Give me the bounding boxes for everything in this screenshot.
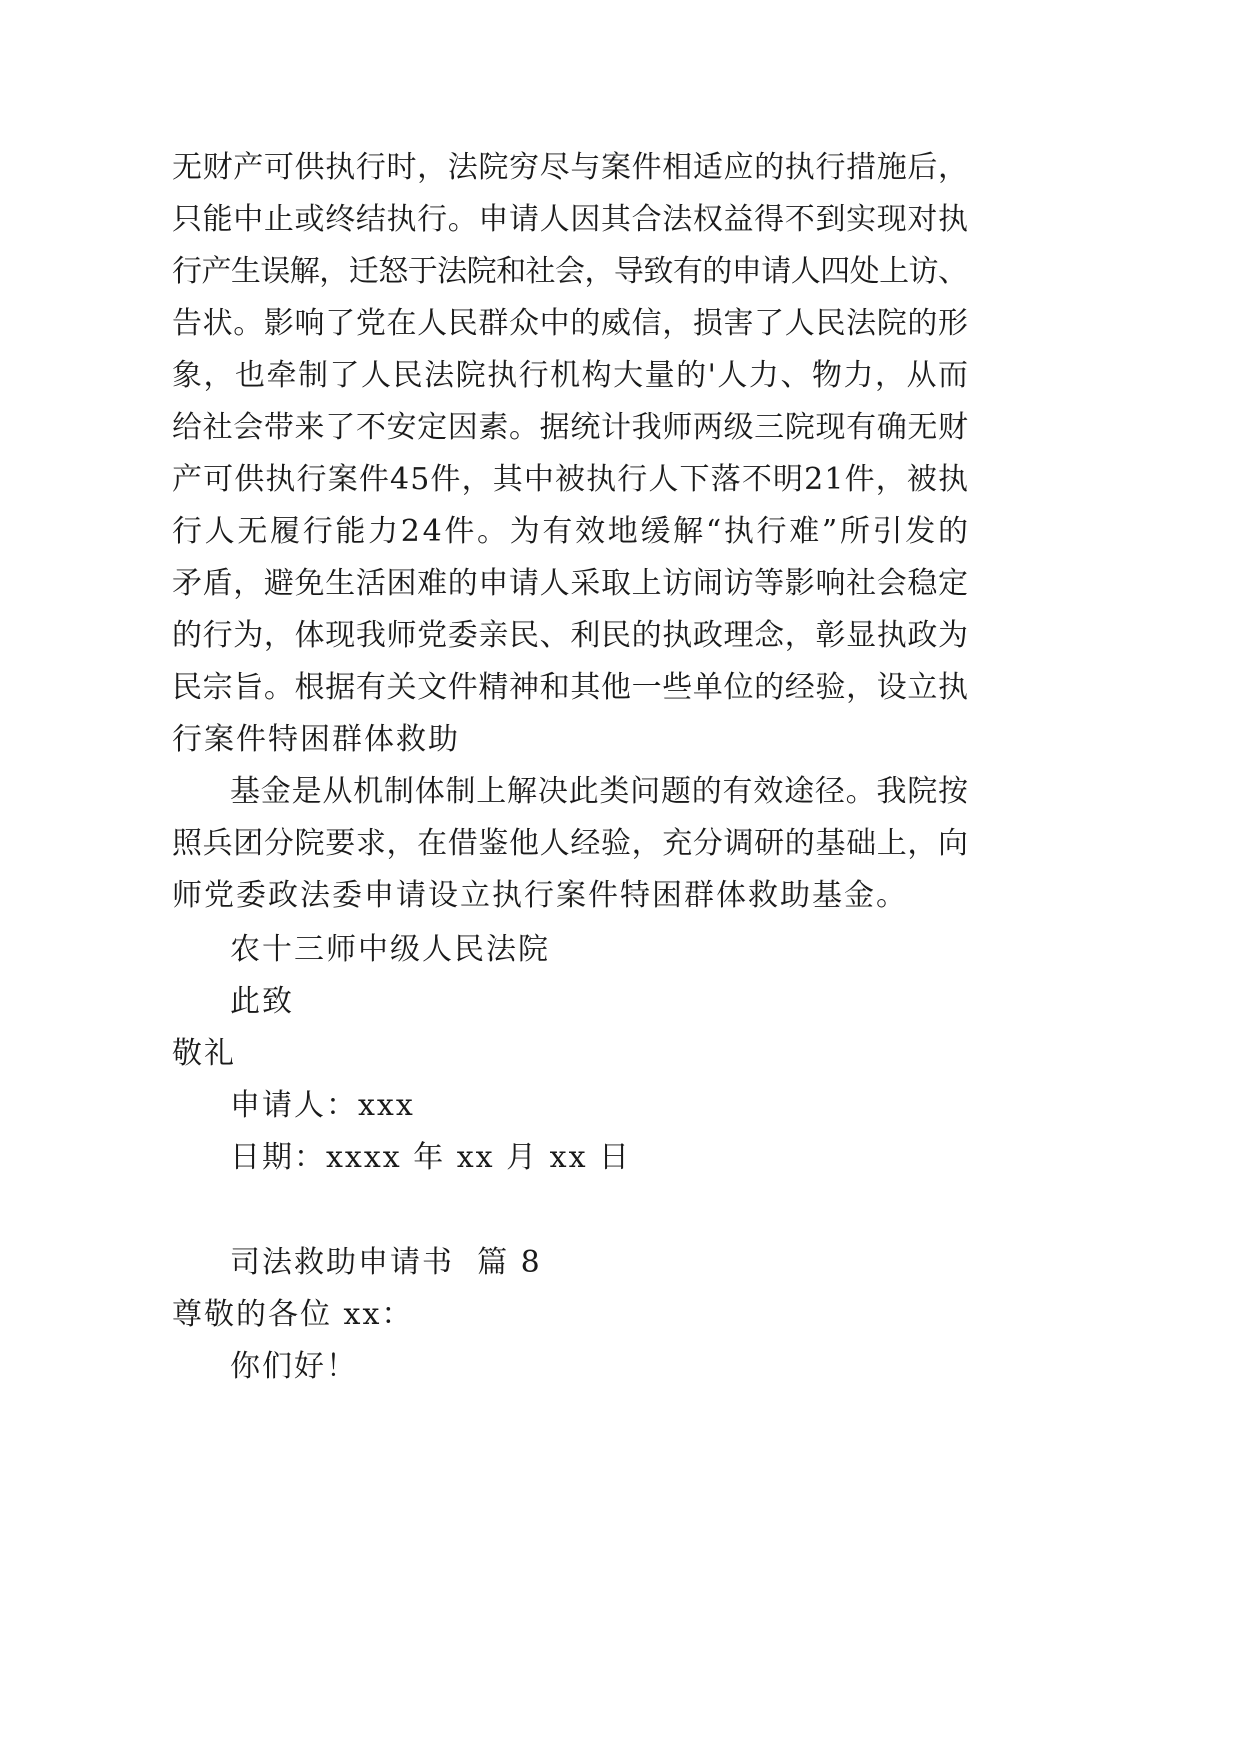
- paragraph-1-line-2: 只能中止或终结执行。申请人因其合法权益得不到实现对执: [172, 202, 969, 237]
- paragraph-1-line-5: 象，也牵制了人民法院执行机构大量的'人力、物力，从而: [172, 358, 970, 393]
- paragraph-1-line-7: 产可供执行案件45件，其中被执行人下落不明21件，被执: [172, 462, 970, 497]
- paragraph-1-line-4: 告状。影响了党在人民群众中的威信，损害了人民法院的形: [172, 306, 969, 341]
- salutation-cizhi: 此致: [230, 984, 294, 1019]
- applicant-line: 申请人：xxx: [230, 1088, 415, 1123]
- date-line: 日期：xxxx 年 xx 月 xx 日: [230, 1140, 632, 1175]
- paragraph-1-line-9: 矛盾，避免生活困难的申请人采取上访闹访等影响社会稳定: [172, 566, 969, 601]
- paragraph-1-line-11: 民宗旨。根据有关文件精神和其他一些单位的经验，设立执: [172, 670, 969, 705]
- paragraph-1-line-8: 行人无履行能力24件。为有效地缓解“执行难”所引发的: [172, 514, 971, 549]
- paragraph-2-line-1: 基金是从机制体制上解决此类问题的有效途径。我院按: [230, 774, 969, 809]
- paragraph-1-line-10: 的行为，体现我师党委亲民、利民的执政理念，彰显执政为: [172, 618, 969, 653]
- greeting-line: 尊敬的各位 xx：: [172, 1297, 414, 1332]
- paragraph-1-line-1: 无财产可供执行时，法院穷尽与案件相适应的执行措施后，: [172, 150, 969, 185]
- paragraph-1-line-12: 行案件特困群体救助: [172, 722, 460, 757]
- paragraph-2-line-2: 照兵团分院要求，在借鉴他人经验，充分调研的基础上，向: [172, 826, 969, 861]
- hello-line: 你们好！: [230, 1349, 358, 1384]
- paragraph-2-line-3: 师党委政法委申请设立执行案件特困群体救助基金。: [172, 878, 908, 913]
- salutation-jingli: 敬礼: [172, 1036, 236, 1071]
- paragraph-1-line-3: 行产生误解，迁怒于法院和社会，导致有的申请人四处上访、: [172, 254, 968, 289]
- section-heading: 司法救助申请书 篇 8: [230, 1245, 542, 1280]
- organization-name: 农十三师中级人民法院: [230, 932, 550, 967]
- paragraph-1-line-6: 给社会带来了不安定因素。据统计我师两级三院现有确无财: [172, 410, 969, 445]
